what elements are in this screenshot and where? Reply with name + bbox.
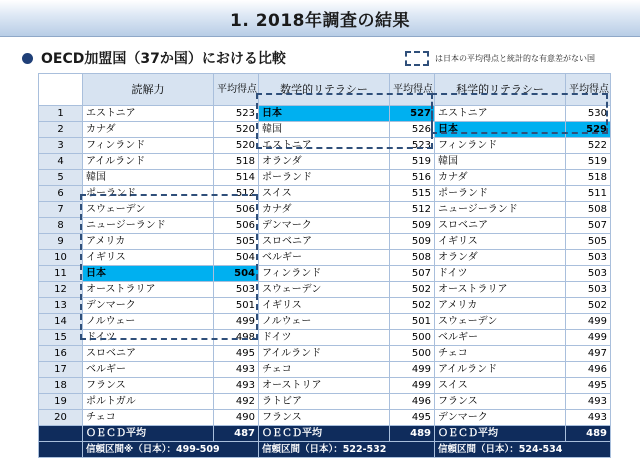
math-country-cell: エストニア (259, 138, 390, 154)
science-header: 科学的リテラシー (435, 74, 566, 106)
oecd-science-label: ＯＥＣＤ平均 (435, 426, 566, 442)
math-score-cell: 500 (390, 330, 435, 346)
reading-country-cell: オーストラリア (83, 282, 214, 298)
science-country-cell: ベルギー (435, 330, 566, 346)
reading-country-cell: 日本 (83, 266, 214, 282)
reading-score-cell: 514 (214, 170, 259, 186)
reading-country-cell: スウェーデン (83, 202, 214, 218)
science-score-cell: 503 (566, 282, 611, 298)
reading-country-cell: ノルウェー (83, 314, 214, 330)
reading-score-cell: 520 (214, 138, 259, 154)
bullet-icon (22, 53, 33, 64)
ci-rank-cell (39, 442, 83, 458)
rank-cell: 13 (39, 298, 83, 314)
table-row (39, 154, 611, 170)
math-country-cell: ノルウェー (259, 314, 390, 330)
math-country-cell: デンマーク (259, 218, 390, 234)
science-country-cell: チェコ (435, 346, 566, 362)
reading-country-cell: ポルトガル (83, 394, 214, 410)
science-score-cell: 519 (566, 154, 611, 170)
table-row (39, 330, 611, 346)
science-country-cell: フィンランド (435, 138, 566, 154)
reading-score-header: 平均得点 (214, 74, 259, 106)
subheading-text: OECD加盟国（37か国）における比較 (41, 51, 286, 67)
rank-cell: 19 (39, 394, 83, 410)
science-country-cell: スウェーデン (435, 314, 566, 330)
math-score-cell: 508 (390, 250, 435, 266)
math-country-cell: スロベニア (259, 234, 390, 250)
rank-cell: 10 (39, 250, 83, 266)
reading-score-cell: 504 (214, 266, 259, 282)
reading-country-cell: アイルランド (83, 154, 214, 170)
science-country-cell: スイス (435, 378, 566, 394)
reading-score-cell: 493 (214, 362, 259, 378)
page-title: 1. 2018年調査の結果 (229, 10, 411, 31)
table-row (39, 106, 611, 122)
science-score-cell: 493 (566, 394, 611, 410)
reading-score-cell: 505 (214, 234, 259, 250)
reading-score-cell: 520 (214, 122, 259, 138)
science-score-cell: 522 (566, 138, 611, 154)
table-row (39, 394, 611, 410)
science-country-cell: エストニア (435, 106, 566, 122)
reading-country-cell: ポーランド (83, 186, 214, 202)
table-row (39, 298, 611, 314)
science-country-cell: ニュージーランド (435, 202, 566, 218)
rank-cell: 18 (39, 378, 83, 394)
oecd-average-row (39, 426, 611, 442)
reading-score-cell: 499 (214, 314, 259, 330)
table-row (39, 250, 611, 266)
reading-country-cell: フィンランド (83, 138, 214, 154)
reading-score-cell: 506 (214, 218, 259, 234)
science-country-cell: フランス (435, 394, 566, 410)
science-score-cell: 507 (566, 218, 611, 234)
reading-score-cell: 523 (214, 106, 259, 122)
rank-header (39, 74, 83, 106)
math-score-cell: 509 (390, 218, 435, 234)
math-country-cell: フィンランド (259, 266, 390, 282)
reading-country-cell: エストニア (83, 106, 214, 122)
rank-cell: 14 (39, 314, 83, 330)
reading-country-cell: イギリス (83, 250, 214, 266)
rank-cell: 12 (39, 282, 83, 298)
reading-score-cell: 490 (214, 410, 259, 426)
math-country-cell: カナダ (259, 202, 390, 218)
science-score-cell: 529 (566, 122, 611, 138)
science-country-cell: アイルランド (435, 362, 566, 378)
header-row (39, 74, 611, 106)
math-score-cell: 495 (390, 410, 435, 426)
rank-cell: 16 (39, 346, 83, 362)
science-score-cell: 499 (566, 330, 611, 346)
dashed-box-icon (405, 51, 429, 66)
math-country-cell: オーストリア (259, 378, 390, 394)
math-country-cell: スイス (259, 186, 390, 202)
rank-cell: 6 (39, 186, 83, 202)
math-score-header: 平均得点 (390, 74, 435, 106)
science-score-cell: 496 (566, 362, 611, 378)
math-score-cell: 507 (390, 266, 435, 282)
rank-cell: 11 (39, 266, 83, 282)
science-score-cell: 493 (566, 410, 611, 426)
oecd-rank-cell (39, 426, 83, 442)
table-row (39, 202, 611, 218)
reading-score-cell: 492 (214, 394, 259, 410)
science-country-cell: デンマーク (435, 410, 566, 426)
science-country-cell: 韓国 (435, 154, 566, 170)
math-country-cell: ベルギー (259, 250, 390, 266)
math-country-cell: スウェーデン (259, 282, 390, 298)
reading-country-cell: デンマーク (83, 298, 214, 314)
reading-score-cell: 512 (214, 186, 259, 202)
reading-country-cell: ベルギー (83, 362, 214, 378)
reading-country-cell: アメリカ (83, 234, 214, 250)
math-header: 数学的リテラシー (259, 74, 390, 106)
table-row (39, 282, 611, 298)
science-score-cell: 511 (566, 186, 611, 202)
math-country-cell: イギリス (259, 298, 390, 314)
ranking-table (38, 73, 611, 458)
rank-cell: 4 (39, 154, 83, 170)
math-score-cell: 515 (390, 186, 435, 202)
rank-cell: 17 (39, 362, 83, 378)
legend-text: は日本の平均得点と統計的な有意差がない国 (435, 53, 595, 63)
table-row (39, 314, 611, 330)
math-score-cell: 512 (390, 202, 435, 218)
rank-cell: 8 (39, 218, 83, 234)
math-country-cell: オランダ (259, 154, 390, 170)
ci-science: 信頼区間（日本）：524-534 (435, 442, 611, 458)
math-score-cell: 516 (390, 170, 435, 186)
rank-cell: 7 (39, 202, 83, 218)
science-country-cell: ポーランド (435, 186, 566, 202)
science-score-cell: 505 (566, 234, 611, 250)
math-score-cell: 499 (390, 378, 435, 394)
ci-math: 信頼区間（日本）：522-532 (259, 442, 435, 458)
math-score-cell: 509 (390, 234, 435, 250)
subheading (22, 48, 286, 68)
math-country-cell: チェコ (259, 362, 390, 378)
rank-cell: 15 (39, 330, 83, 346)
science-score-cell: 495 (566, 378, 611, 394)
rank-cell: 9 (39, 234, 83, 250)
math-country-cell: ラトビア (259, 394, 390, 410)
reading-score-cell: 504 (214, 250, 259, 266)
table-row (39, 234, 611, 250)
math-country-cell: 日本 (259, 106, 390, 122)
math-score-cell: 499 (390, 362, 435, 378)
science-score-cell: 502 (566, 298, 611, 314)
science-country-cell: オランダ (435, 250, 566, 266)
confidence-interval-row (39, 442, 611, 458)
rank-cell: 1 (39, 106, 83, 122)
science-country-cell: カナダ (435, 170, 566, 186)
science-country-cell: イギリス (435, 234, 566, 250)
math-score-cell: 526 (390, 122, 435, 138)
table-row (39, 186, 611, 202)
reading-score-cell: 495 (214, 346, 259, 362)
reading-country-cell: チェコ (83, 410, 214, 426)
science-country-cell: オーストラリア (435, 282, 566, 298)
reading-country-cell: ニュージーランド (83, 218, 214, 234)
table-row (39, 218, 611, 234)
rank-cell: 2 (39, 122, 83, 138)
science-score-cell: 518 (566, 170, 611, 186)
science-score-cell: 503 (566, 266, 611, 282)
table-row (39, 362, 611, 378)
table-row (39, 138, 611, 154)
math-country-cell: ドイツ (259, 330, 390, 346)
oecd-math-label: ＯＥＣＤ平均 (259, 426, 390, 442)
table-row (39, 170, 611, 186)
reading-header: 読解力 (83, 74, 214, 106)
math-score-cell: 500 (390, 346, 435, 362)
science-country-cell: ドイツ (435, 266, 566, 282)
science-country-cell: 日本 (435, 122, 566, 138)
table-row (39, 346, 611, 362)
rank-cell: 5 (39, 170, 83, 186)
science-country-cell: スロベニア (435, 218, 566, 234)
title-bar (0, 0, 640, 37)
oecd-science-score: 489 (566, 426, 611, 442)
science-score-cell: 530 (566, 106, 611, 122)
table-row (39, 266, 611, 282)
science-country-cell: アメリカ (435, 298, 566, 314)
science-score-cell: 497 (566, 346, 611, 362)
reading-country-cell: スロベニア (83, 346, 214, 362)
reading-country-cell: フランス (83, 378, 214, 394)
math-country-cell: ポーランド (259, 170, 390, 186)
math-score-cell: 523 (390, 138, 435, 154)
science-score-cell: 503 (566, 250, 611, 266)
science-score-cell: 499 (566, 314, 611, 330)
oecd-reading-label: ＯＥＣＤ平均 (83, 426, 214, 442)
table-row (39, 122, 611, 138)
science-score-cell: 508 (566, 202, 611, 218)
math-country-cell: 韓国 (259, 122, 390, 138)
reading-score-cell: 503 (214, 282, 259, 298)
rank-cell: 20 (39, 410, 83, 426)
reading-score-cell: 506 (214, 202, 259, 218)
reading-score-cell: 493 (214, 378, 259, 394)
math-country-cell: フランス (259, 410, 390, 426)
math-score-cell: 519 (390, 154, 435, 170)
ci-reading: 信頼区間※（日本）：499-509 (83, 442, 259, 458)
reading-country-cell: 韓国 (83, 170, 214, 186)
math-country-cell: アイルランド (259, 346, 390, 362)
math-score-cell: 496 (390, 394, 435, 410)
reading-country-cell: カナダ (83, 122, 214, 138)
math-score-cell: 501 (390, 314, 435, 330)
table-row (39, 410, 611, 426)
science-score-header: 平均得点 (566, 74, 611, 106)
legend (405, 50, 595, 66)
table-row (39, 378, 611, 394)
reading-score-cell: 501 (214, 298, 259, 314)
math-score-cell: 502 (390, 282, 435, 298)
oecd-reading-score: 487 (214, 426, 259, 442)
oecd-math-score: 489 (390, 426, 435, 442)
rank-cell: 3 (39, 138, 83, 154)
reading-score-cell: 518 (214, 154, 259, 170)
reading-country-cell: ドイツ (83, 330, 214, 346)
reading-score-cell: 498 (214, 330, 259, 346)
table-body (39, 106, 611, 426)
math-score-cell: 502 (390, 298, 435, 314)
math-score-cell: 527 (390, 106, 435, 122)
